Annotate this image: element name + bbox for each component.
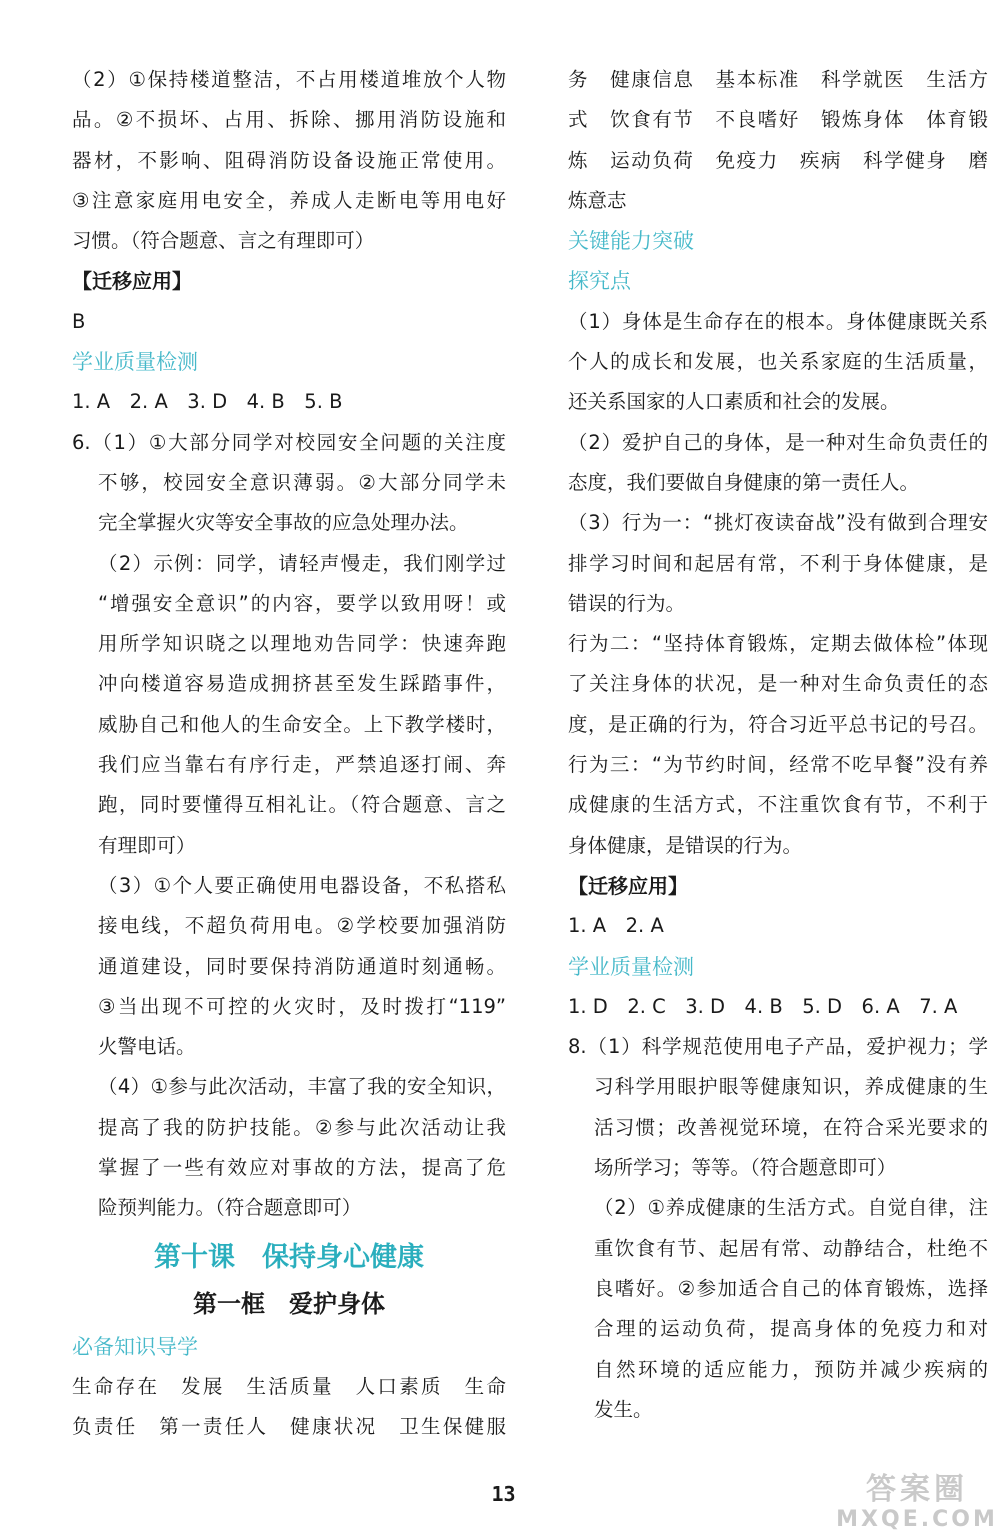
text-line: 通道建设，同时要保持消防通道时刻通畅。 xyxy=(98,954,506,978)
text-line: 1. A 2. A 3. D 4. B 5. B xyxy=(72,390,343,414)
text-line: 生命存在 发展 生活质量 人口素质 生命 xyxy=(72,1374,506,1398)
text-line: 态度，我们要做自身健康的第一责任人。 xyxy=(568,470,920,494)
text-line: 还关系国家的人口素质和社会的发展。 xyxy=(568,390,900,414)
text-line: 活习惯；改善视觉环境，在符合采光要求的 xyxy=(594,1115,988,1139)
text-line: 行为三：“为节约时间，经常不吃早餐”没有养 xyxy=(568,753,988,777)
text-line: （3）行为一：“挑灯夜读奋战”没有做到合理安 xyxy=(568,511,988,535)
section-heading: 必备知识导学 xyxy=(72,1334,198,1359)
text-line: 用所学知识晓之以理地劝告同学：快速奔跑 xyxy=(98,632,506,656)
text-line: 习惯。（符合题意、言之有理即可） xyxy=(72,229,375,253)
text-line: ③当出现不可控的火灾时，及时拨打“119” xyxy=(98,994,506,1018)
text-line: 险预判能力。（符合题意即可） xyxy=(98,1196,362,1220)
watermark-main: 答案圈 xyxy=(866,1472,968,1507)
text-line: 务 健康信息 基本标准 科学就医 生活方 xyxy=(568,68,988,91)
text-line: 场所学习；等等。（符合题意即可） xyxy=(594,1156,897,1180)
text-line: 错误的行为。 xyxy=(568,591,686,615)
text-line: 火警电话。 xyxy=(98,1035,196,1059)
frame-title: 第一框 爱护身体 xyxy=(193,1289,385,1318)
text-line: 8.（1）科学规范使用电子产品，爱护视力；学 xyxy=(568,1035,988,1059)
section-heading: 学业质量检测 xyxy=(72,350,198,375)
text-line: （3）①个人要正确使用电器设备，不私搭私 xyxy=(98,873,506,897)
text-line: 不够，校园安全意识薄弱。②大部分同学未 xyxy=(98,470,506,494)
watermark-logo xyxy=(832,1472,1002,1534)
text-line: 习科学用眼护眼等健康知识，养成健康的生 xyxy=(594,1075,988,1099)
text-line: 个人的成长和发展，也关系家庭的生活质量， xyxy=(568,350,988,374)
text-line: 行为二：“坚持体育锻炼，定期去做体检”体现 xyxy=(568,632,988,656)
text-line: 发生。 xyxy=(594,1397,653,1421)
text-line: 排学习时间和起居有常，不利于身体健康，是 xyxy=(568,551,988,575)
right-column xyxy=(568,60,988,1430)
text-line: 完全掌握火灾等安全事故的应急处理办法。 xyxy=(98,511,469,535)
text-line: 负责任 第一责任人 健康状况 卫生保健服 xyxy=(72,1415,506,1439)
section-heading: 探究点 xyxy=(568,269,631,294)
text-line: （4）①参与此次活动，丰富了我的安全知识， xyxy=(98,1075,506,1099)
text-line: （1）身体是生命存在的根本。身体健康既关系 xyxy=(568,309,988,333)
text-line: 6.（1）①大部分同学对校园安全问题的关注度 xyxy=(72,430,506,454)
text-line: 威胁自己和他人的生命安全。上下教学楼时， xyxy=(98,712,506,736)
text-line: 式 饮食有节 不良嗜好 锻炼身体 体育锻 xyxy=(568,108,988,132)
text-line: 炼意志 xyxy=(568,188,627,212)
text-line: 身体健康，是错误的行为。 xyxy=(568,833,803,857)
text-line: 了关注身体的状况，是一种对生命负责任的态 xyxy=(568,672,988,696)
text-line: （2）示例：同学，请轻声慢走，我们刚学过 xyxy=(98,551,506,575)
section-heading: 学业质量检测 xyxy=(568,954,694,979)
text-line: ③注意家庭用电安全，养成人走断电等用电好 xyxy=(72,188,506,212)
text-line: 炼 运动负荷 免疫力 疾病 科学健身 磨 xyxy=(568,148,988,172)
page-number: 13 xyxy=(491,1482,516,1506)
text-line: 跑，同时要懂得互相礼让。（符合题意、言之 xyxy=(98,793,506,817)
text-line: 掌握了一些有效应对事故的方法，提高了危 xyxy=(98,1156,506,1180)
text-line: 接电线，不超负荷用电。②学校要加强消防 xyxy=(98,914,506,938)
left-column xyxy=(72,60,506,1448)
text-line: 度，是正确的行为，符合习近平总书记的号召。 xyxy=(568,712,988,736)
text-line: 冲向楼道容易造成拥挤甚至发生踩踏事件， xyxy=(98,672,506,696)
text-line: 重饮食有节、起居有常、动静结合，杜绝不 xyxy=(594,1236,988,1260)
text-line: B xyxy=(72,309,86,333)
text-line: （2）①养成健康的生活方式。自觉自律，注 xyxy=(594,1196,988,1220)
text-line: 1. A 2. A xyxy=(568,914,664,938)
text-line: 品。②不损坏、占用、拆除、挪用消防设施和 xyxy=(72,108,506,132)
text-line: 良嗜好。②参加适合自己的体育锻炼，选择 xyxy=(594,1276,988,1300)
text-line: 成健康的生活方式，不注重饮食有节，不利于 xyxy=(568,793,988,817)
text-line: 我们应当靠右有序行走，严禁追逐打闹、奔 xyxy=(98,753,506,777)
section-heading: 关键能力突破 xyxy=(568,229,694,254)
subsection-heading: 【迁移应用】 xyxy=(72,269,192,294)
text-line: （2）①保持楼道整洁，不占用楼道堆放个人物 xyxy=(72,68,506,91)
subsection-heading: 【迁移应用】 xyxy=(568,873,688,898)
text-line: 1. D 2. C 3. D 4. B 5. D 6. A 7. A xyxy=(568,994,958,1018)
text-line: （2）爱护自己的身体，是一种对生命负责任的 xyxy=(568,430,988,454)
lesson-title: 第十课 保持身心健康 xyxy=(154,1241,424,1273)
text-line: 提高了我的防护技能。②参与此次活动让我 xyxy=(98,1115,506,1139)
text-line: 器材，不影响、阻碍消防设备设施正常使用。 xyxy=(72,148,506,172)
text-line: 合理的运动负荷，提高身体的免疫力和对 xyxy=(594,1317,988,1341)
text-line: 自然环境的适应能力，预防并减少疾病的 xyxy=(594,1357,988,1381)
text-line: 有理即可） xyxy=(98,833,196,857)
text-line: “增强安全意识”的内容，要学以致用呀！或 xyxy=(98,591,506,615)
watermark-sub: MXQE.COM xyxy=(836,1507,998,1532)
